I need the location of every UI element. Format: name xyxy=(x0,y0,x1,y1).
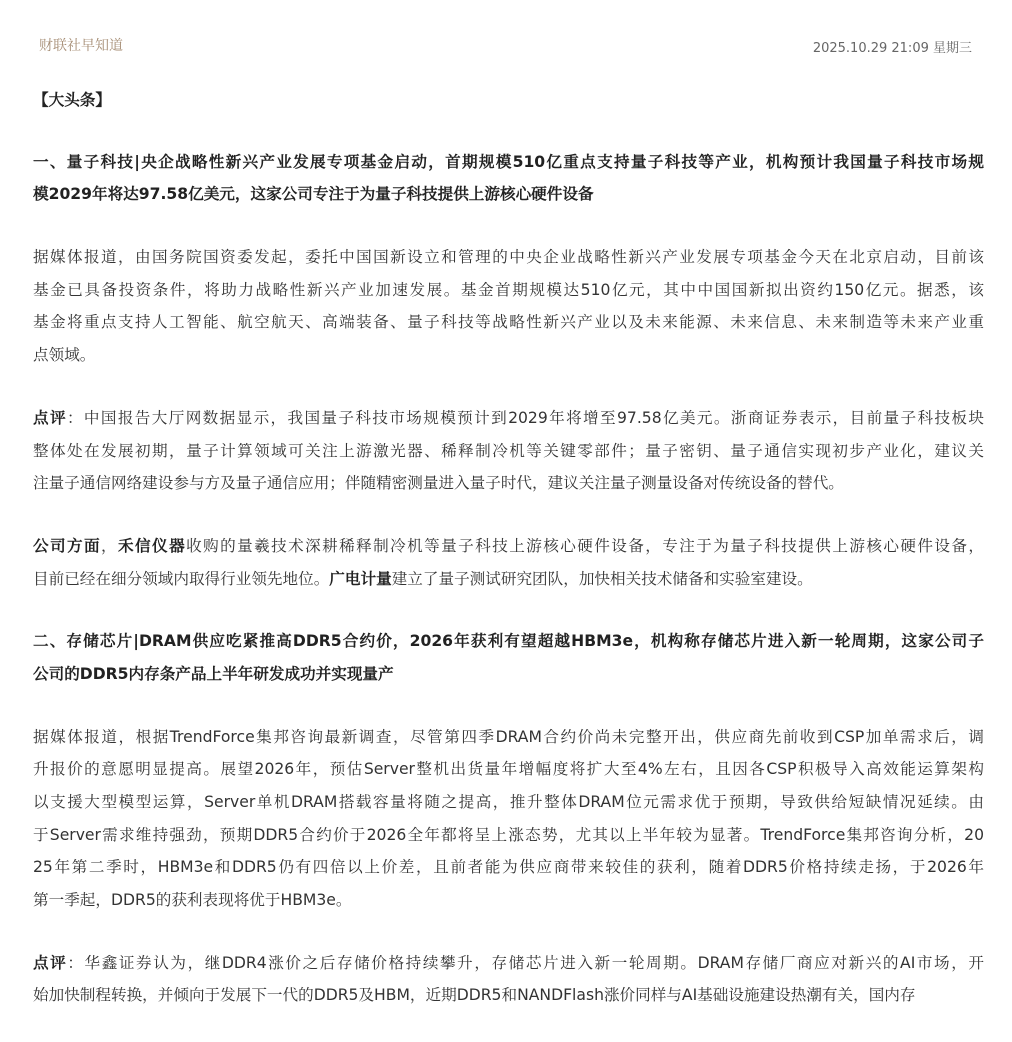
text-segment: 收购的量羲技术深耕稀释制冷机等量子科技上游核心硬件设备，专注于为量子科技提供上游核心硬件设备， xyxy=(186,536,984,555)
text-segment: 据媒体报道，由国务院国资委发起，委托中国国新设立和管理的中央企业战略性新兴产业发展专项基金今天在北京启动，目前该 xyxy=(33,248,984,267)
text-segment: 注量子通信网络建设参与方及量子通信应用；伴随精密测量进入量子时代，建议关注量子测量设备对传统设备的替代。 xyxy=(33,474,844,493)
text-line xyxy=(33,884,984,917)
text-line xyxy=(33,563,984,596)
bold-text: 【大头条】 xyxy=(33,91,111,109)
bold-text: 禾信仪器 xyxy=(118,536,187,555)
text-line xyxy=(33,786,984,819)
text-segment: 目前已经在细分领域内取得行业领先地位。 xyxy=(33,569,330,588)
text-segment: 基金将重点支持人工智能、航空航天、高端装备、量子科技等战略性新兴产业以及未来能源、未来信息、未来制造等未来产业重 xyxy=(33,313,984,332)
section-headline xyxy=(33,146,984,211)
text-line xyxy=(33,625,984,658)
bold-text: 点评 xyxy=(33,953,68,972)
text-line xyxy=(33,819,984,852)
text-segment: 以支援大型模型运算，Server单机DRAM搭载容量将随之提高，推升整体DRAM位元需求优于预期，导致供给短缺情况延续。由 xyxy=(33,793,984,811)
article-paragraph xyxy=(33,721,984,917)
section-title xyxy=(33,84,984,117)
bold-text: 公司的DDR5内存条产品上半年研发成功并实现量产 xyxy=(33,664,394,683)
text-segment: 整体处在发展初期，量子计算领域可关注上游激光器、稀释制冷机等关键零部件；量子密钥、量子通信实现初步产业化，建议关 xyxy=(33,441,984,460)
text-segment: 始加快制程转换，并倾向于发展下一代的DDR5及HBM，近期DDR5和NANDFlash涨价同样与AI基础设施建设热潮有关，国内存 xyxy=(33,986,916,1005)
text-line xyxy=(33,851,984,884)
article-paragraph xyxy=(33,402,984,500)
text-segment: 据媒体报道，根据TrendForce集邦咨询最新调查，尽管第四季DRAM合约价尚未完整开出，供应商先前收到CSP加单需求后，调 xyxy=(33,727,984,746)
article-paragraph xyxy=(33,947,984,1012)
text-segment: 基金已具备投资条件，将助力战略性新兴产业加速发展。基金首期规模达510亿元，其中中国国新拟出资约150亿元。据悉，该 xyxy=(33,280,984,299)
bold-text: 公司方面 xyxy=(33,536,102,555)
section-headline xyxy=(33,625,984,690)
text-line xyxy=(33,467,984,500)
text-segment: ：华鑫证券认为，继DDR4涨价之后存储价格持续攀升，存储芯片进入新一轮周期。DRAM存储厂商应对新兴的AI市场，开 xyxy=(67,953,984,972)
text-segment: ：中国报告大厅网数据显示，我国量子科技市场规模预计到2029年将增至97.58亿美元。浙商证券表示，目前量子科技板块 xyxy=(66,408,984,427)
text-segment: 25年第二季时，HBM3e和DDR5仍有四倍以上价差，且前者能为供应商带来较佳的获利，随着DDR5价格持续走扬，于2026年 xyxy=(33,858,984,877)
text-line xyxy=(33,84,984,117)
article-paragraph xyxy=(33,530,984,595)
bold-text: 二、存储芯片|DRAM供应吃紧推高DDR5合约价，2026年获利有望超越HBM3e，机构称存储芯片进入新一轮周期，这家公司子 xyxy=(33,632,984,651)
article-header xyxy=(0,0,1012,80)
text-segment: 第一季起，DDR5的获利表现将优于HBM3e。 xyxy=(33,891,352,910)
text-line xyxy=(33,402,984,435)
source-name: 财联社早知道 xyxy=(39,38,123,54)
text-line xyxy=(33,241,984,274)
text-segment: 点领域。 xyxy=(33,346,96,365)
text-line xyxy=(33,753,984,786)
publish-datetime: 2025.10.29 21:09 星期三 xyxy=(812,41,972,56)
text-segment: 于Server需求维持强劲，预期DDR5合约价于2026全年都将呈上涨态势，尤其以上半年较为显著。TrendForce集邦咨询分析，20 xyxy=(33,825,984,844)
article-paragraph xyxy=(33,241,984,372)
text-line xyxy=(33,339,984,372)
text-line xyxy=(33,947,984,980)
text-line xyxy=(33,274,984,307)
bold-text: 一、量子科技|央企战略性新兴产业发展专项基金启动，首期规模510亿重点支持量子科技等产业，机构预计我国量子科技市场规 xyxy=(33,152,984,171)
text-line xyxy=(33,721,984,754)
text-line xyxy=(33,178,984,211)
text-segment: 建立了量子测试研究团队，加快相关技术储备和实验室建设。 xyxy=(391,569,813,588)
text-segment: ， xyxy=(101,536,119,555)
text-line xyxy=(33,146,984,179)
text-line xyxy=(33,530,984,563)
bold-text: 模2029年将达97.58亿美元，这家公司专注于为量子科技提供上游核心硬件设备 xyxy=(33,185,594,204)
text-line xyxy=(33,658,984,691)
text-segment: 升报价的意愿明显提高。展望2026年，预估Server整机出货量年增幅度将扩大至4%左右，且因各CSP积极导入高效能运算架构 xyxy=(33,760,984,779)
text-line xyxy=(33,979,984,1012)
bold-text: 广电计量 xyxy=(329,569,392,588)
article-body xyxy=(33,84,984,1042)
bold-text: 点评 xyxy=(33,408,67,427)
text-line xyxy=(33,435,984,468)
text-line xyxy=(33,306,984,339)
